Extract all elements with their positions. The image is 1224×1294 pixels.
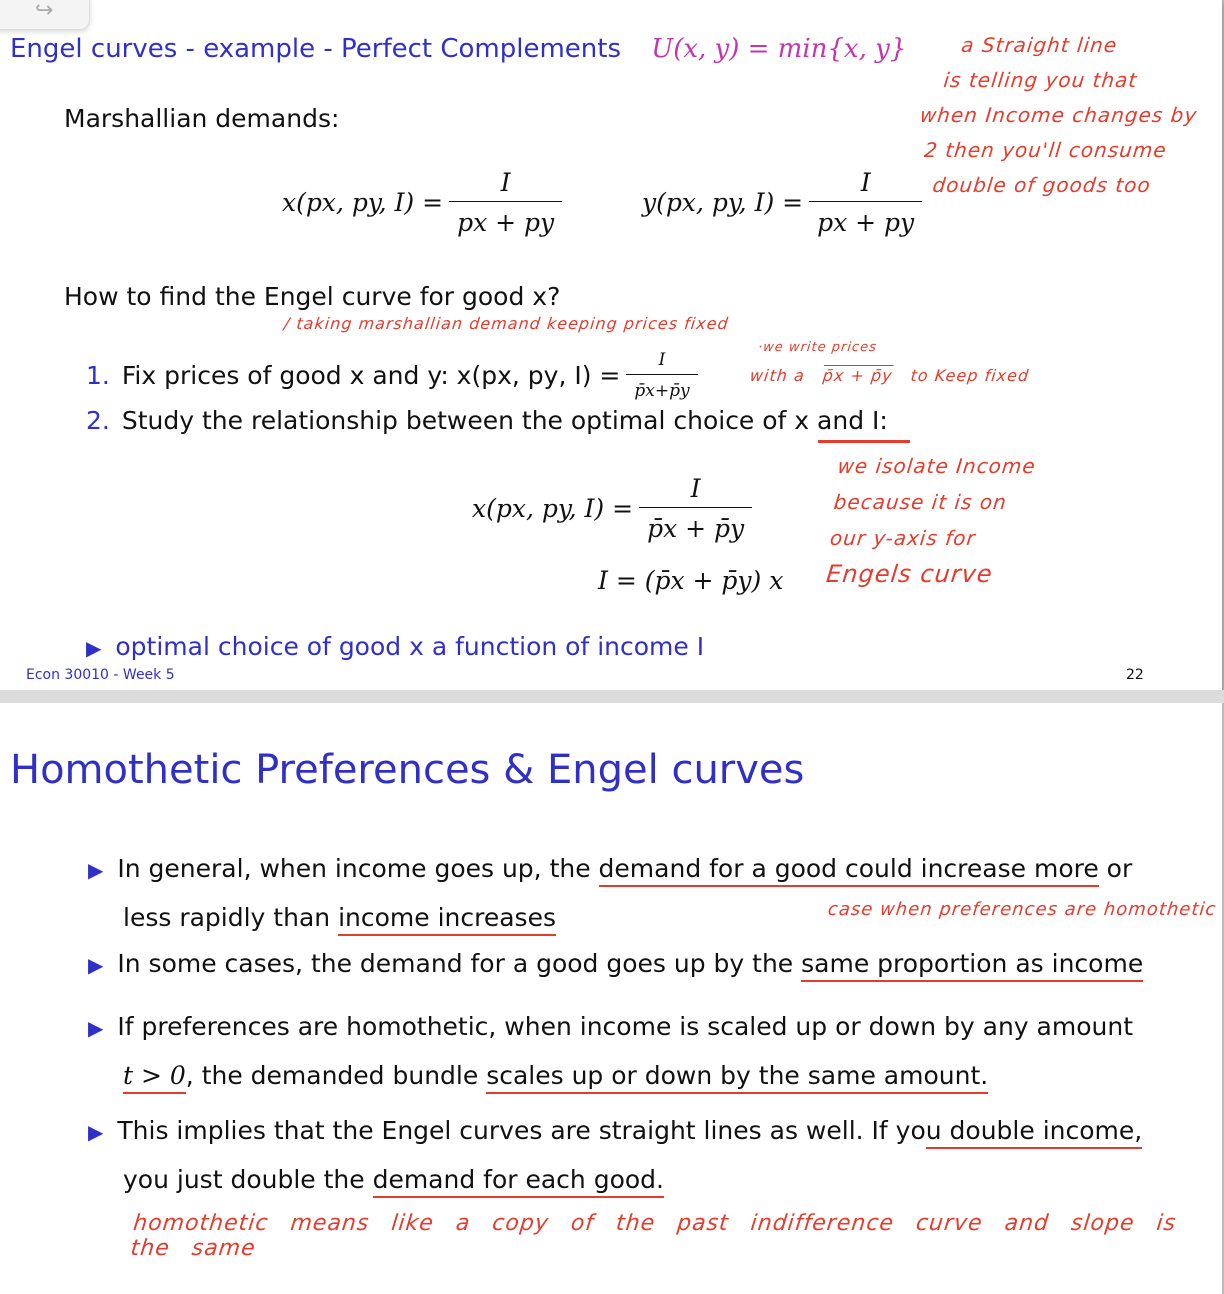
bullet-1: ▶ In general, when income goes up, the demand for a good could increase more or less rapidly than income increases	[88, 845, 1132, 942]
denominator: px + py	[449, 201, 562, 237]
numerator: I	[860, 168, 871, 197]
annotation-eq-right: we isolate Income because it is on our y-axis for Engels curve	[824, 454, 1038, 588]
annotation-top-right: a Straight line is telling you that when Income changes by 2 then you'll consume double of goods too	[918, 33, 1199, 197]
annotation-step1-right: ·we write prices	[757, 340, 878, 355]
page-number: 22	[1126, 667, 1144, 683]
annotation-bullet2: case when preferences are homothetic	[826, 899, 1218, 920]
eq1-numerator: I	[690, 474, 701, 503]
annotation-underline	[818, 440, 910, 443]
annotation-step1-right-2: with a p̄x + p̄y to Keep fixed	[749, 366, 1031, 385]
bullet-4: ▶ This implies that the Engel curves are straight lines as well. If you double income, you just double the demand for each good.	[88, 1107, 1142, 1204]
slide-title: Engel curves - example - Perfect Complements	[10, 34, 622, 64]
bullet-3: ▶ If preferences are homothetic, when income is scaled up or down by any amount t > 0, the demanded bundle scales up or down by the same amount.	[88, 1003, 1133, 1100]
subtitle: Marshallian demands:	[64, 104, 340, 133]
redo-button[interactable]	[0, 0, 90, 30]
demand-y-lhs: y(px, py, I) =	[642, 188, 804, 217]
slide-23	[0, 703, 1222, 1294]
eq1-lhs: x(px, py, I) =	[472, 494, 634, 523]
footer-left: Econ 30010 - Week 5	[26, 667, 175, 683]
numerator: I	[500, 168, 511, 197]
bullet-conclusion: ▶ optimal choice of good x a function of income I	[86, 632, 705, 661]
redo-arrow-icon: ↪	[35, 0, 54, 23]
annotation-bottom: homothetic means like a copy of the past indifference curve and slope is the same	[129, 1211, 1178, 1261]
step-1: 1. Fix prices of good x and y: x(px, py, I) = $\frac{I}{p̄x+p̄y}$	[86, 350, 704, 401]
annotation-step1-above: / taking marshallian demand keeping prices fixed	[283, 314, 730, 333]
step-2: 2. Study the relationship between the optimal choice of x and I:	[86, 406, 888, 435]
page-gap	[0, 690, 1224, 703]
question: How to find the Engel curve for good x?	[64, 282, 561, 311]
demand-x-lhs: x(px, py, I) =	[282, 188, 444, 217]
bullet-2: ▶ In some cases, the demand for a good goes up by the same proportion as income	[88, 949, 1143, 978]
slide-title: Homothetic Preferences & Engel curves	[10, 747, 805, 793]
denominator: px + py	[809, 201, 922, 237]
utility-formula: U(x, y) = min{x, y}	[651, 34, 907, 64]
eq2: I = (p̄x + p̄y) x	[598, 566, 784, 595]
eq1-denominator: p̄x + p̄y	[639, 507, 752, 543]
